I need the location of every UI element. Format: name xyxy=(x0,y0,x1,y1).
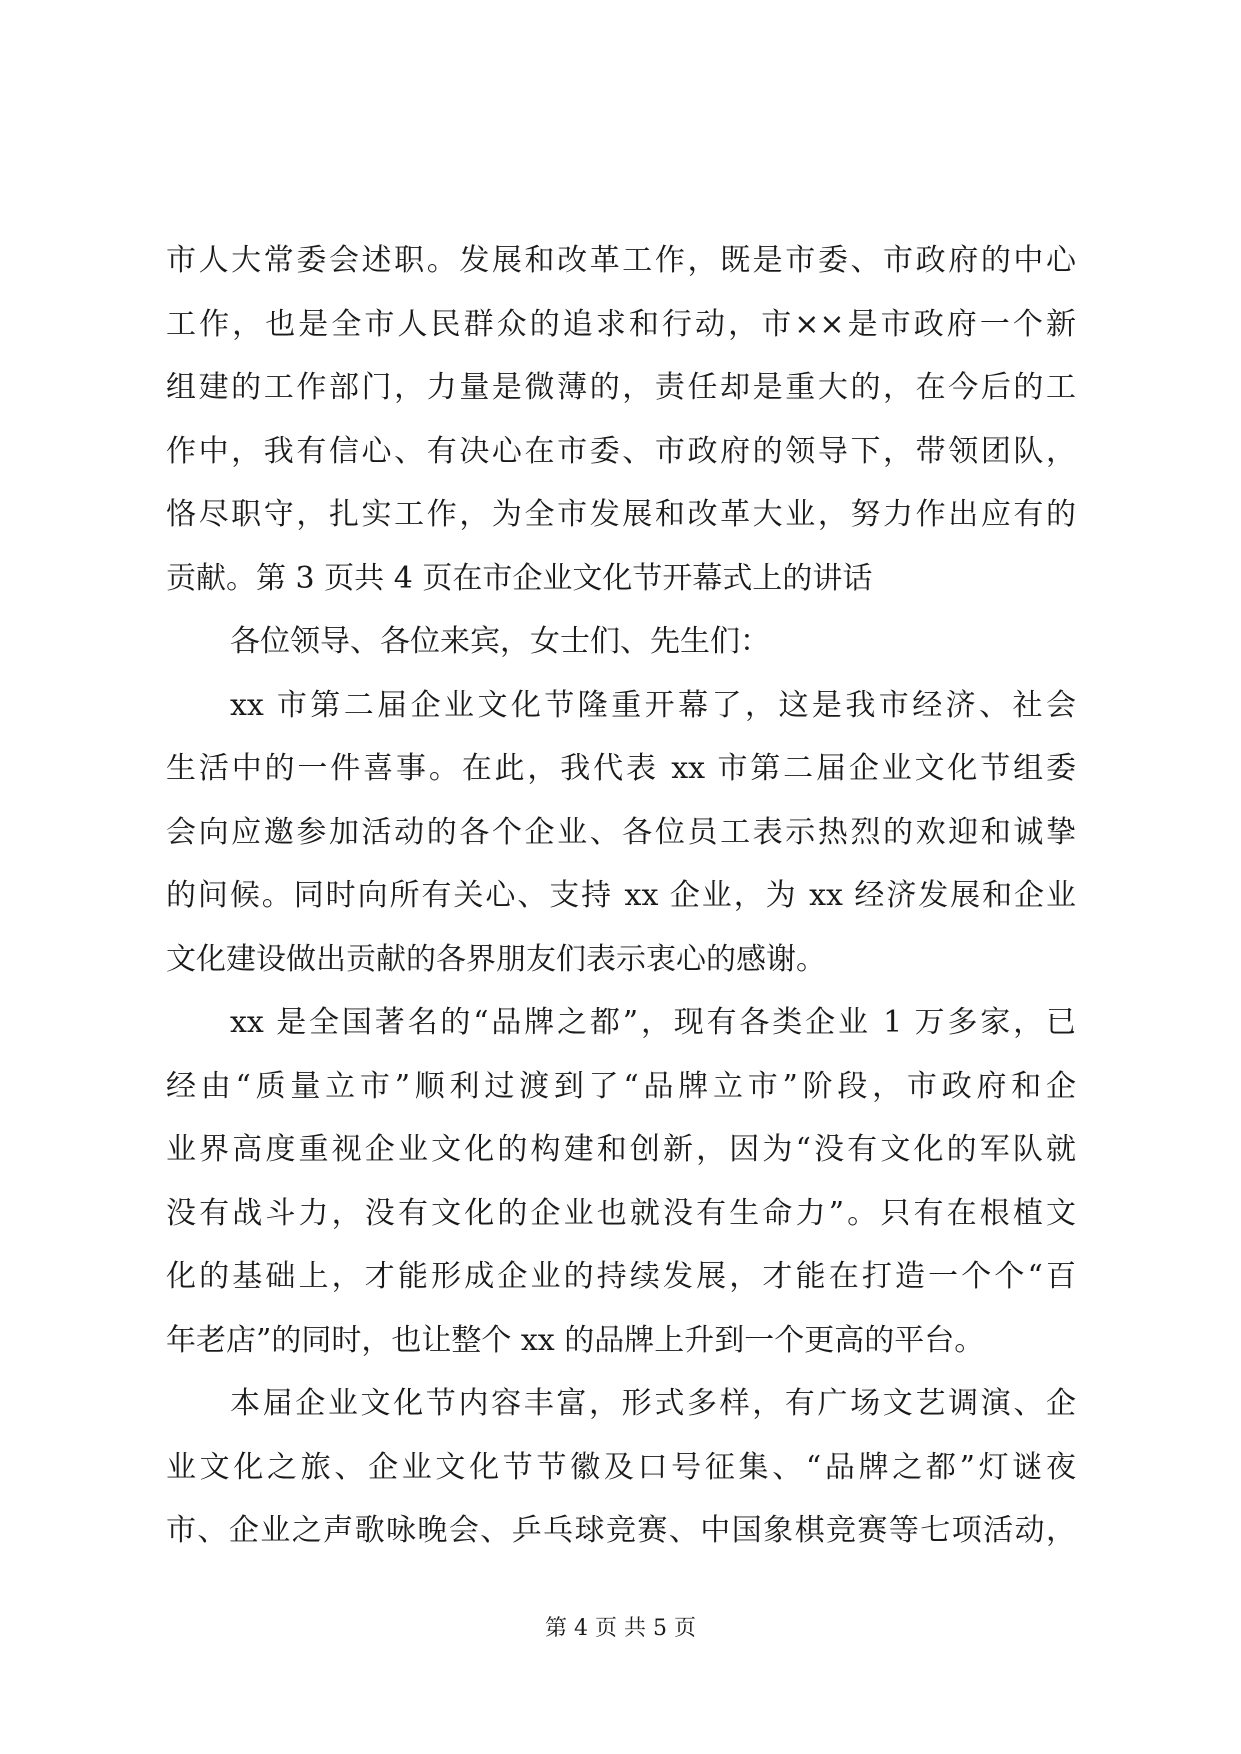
text-line: 化的基础上，才能形成企业的持续发展，才能在打造一个个“百 xyxy=(166,1259,1076,1294)
text-line: 业界高度重视企业文化的构建和创新，因为“没有文化的军队就 xyxy=(166,1132,1076,1167)
text-line: 没有战斗力，没有文化的企业也就没有生命力”。只有在根植文 xyxy=(166,1195,1076,1231)
text-line: 市人大常委会述职。发展和改革工作，既是市委、市政府的中心 xyxy=(166,243,1076,278)
text-line: 的问候。同时向所有关心、支持 xx 企业，为 xx 经济发展和企业 xyxy=(166,878,1076,913)
body-text xyxy=(166,229,1076,1563)
text-line: 文化建设做出贡献的各界朋友们表示衷心的感谢。 xyxy=(166,941,826,977)
text-line: 贡献。第 3 页共 4 页在市企业文化节开幕式上的讲话 xyxy=(166,560,873,596)
text-line: 市、企业之声歌咏晚会、乒乓球竞赛、中国象棋竞赛等七项活动， xyxy=(166,1513,1076,1548)
text-line: 业文化之旅、企业文化节节徽及口号征集、“品牌之都”灯谜夜 xyxy=(166,1449,1076,1485)
text-line: xx 市第二届企业文化节隆重开幕了，这是我市经济、社会 xyxy=(230,687,1076,723)
text-line: 恪尽职守，扎实工作，为全市发展和改革大业，努力作出应有的 xyxy=(166,497,1076,532)
text-line: 各位领导、各位来宾，女士们、先生们： xyxy=(230,624,770,659)
text-line: 经由“质量立市”顺利过渡到了“品牌立市”阶段，市政府和企 xyxy=(166,1068,1076,1104)
text-line: 会向应邀参加活动的各个企业、各位员工表示热烈的欢迎和诚挚 xyxy=(166,814,1076,850)
page-number-label: 第 4 页 共 5 页 xyxy=(545,1616,696,1641)
text-line: 作中，我有信心、有决心在市委、市政府的领导下，带领团队， xyxy=(166,433,1076,469)
text-line: 年老店”的同时，也让整个 xx 的品牌上升到一个更高的平台。 xyxy=(166,1322,985,1358)
text-line: 本届企业文化节内容丰富，形式多样，有广场文艺调演、企 xyxy=(230,1386,1076,1421)
text-line: 生活中的一件喜事。在此，我代表 xx 市第二届企业文化节组委 xyxy=(166,751,1076,786)
text-line: 工作，也是全市人民群众的追求和行动，市××是市政府一个新 xyxy=(166,306,1076,342)
page-footer xyxy=(0,1614,1241,1644)
text-line: 组建的工作部门，力量是微薄的，责任却是重大的，在今后的工 xyxy=(166,370,1076,405)
text-line: xx 是全国著名的“品牌之都”，现有各类企业 1 万多家，已 xyxy=(230,1005,1076,1040)
